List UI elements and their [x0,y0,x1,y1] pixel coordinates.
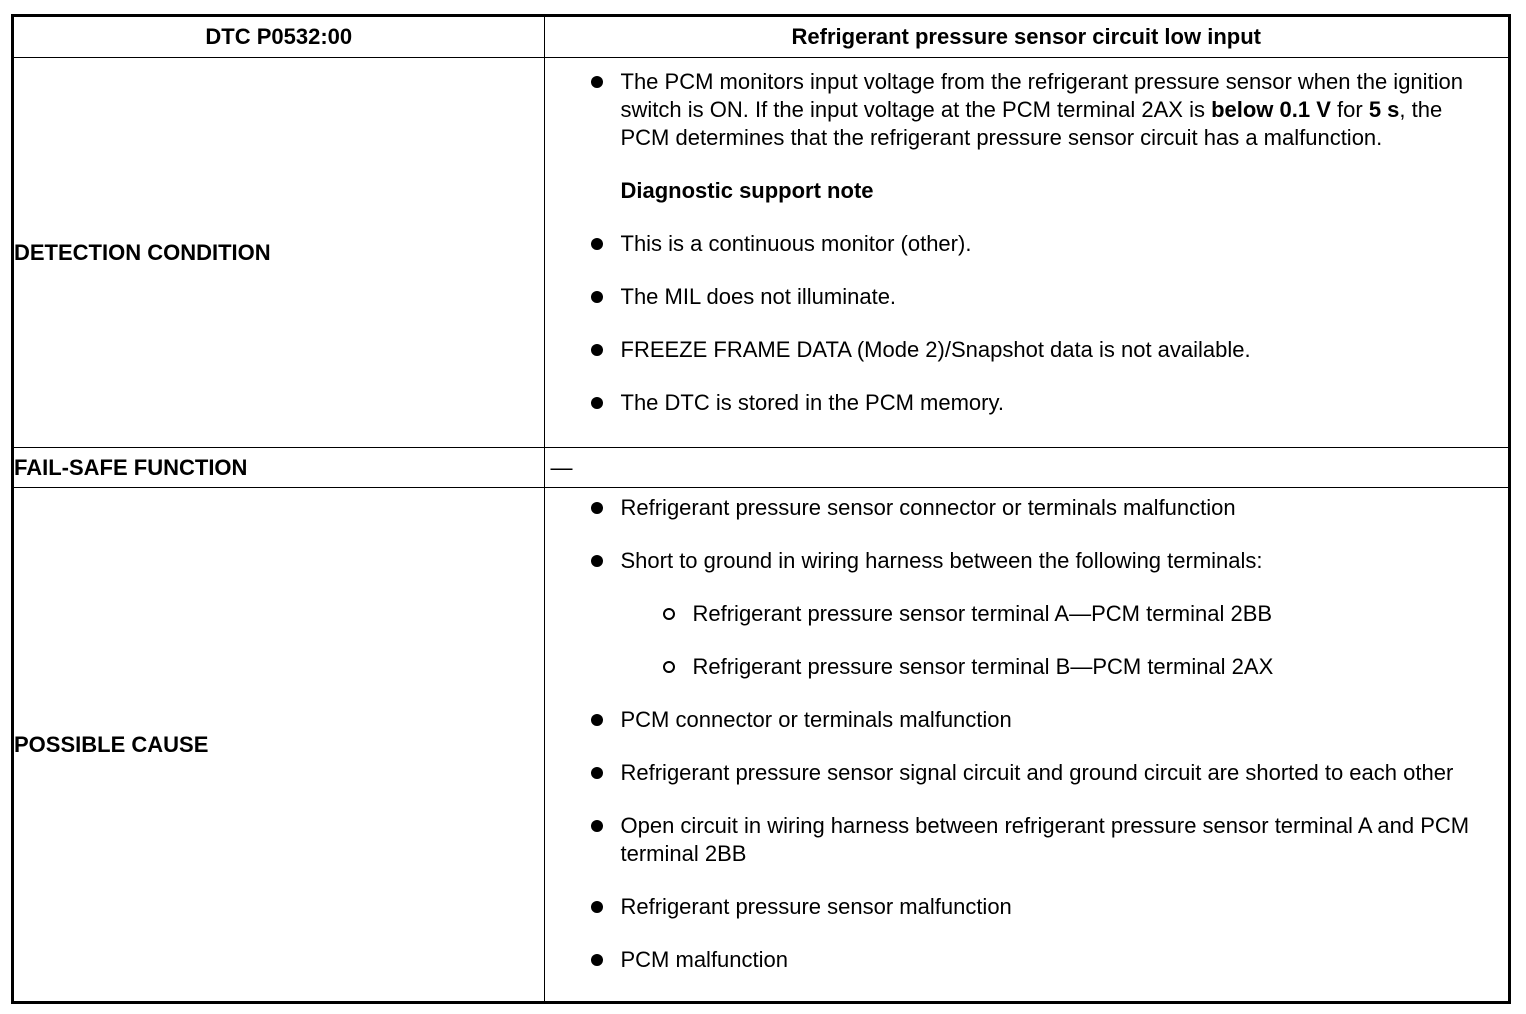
list-item: Short to ground in wiring harness between the following terminals: [545,547,1509,575]
list-item: Refrigerant pressure sensor connector or terminals malfunction [545,494,1509,522]
circle-bullet-icon [663,608,675,620]
list-item: Refrigerant pressure sensor malfunction [545,893,1509,921]
bullet-icon [591,820,603,832]
bullet-icon [591,901,603,913]
list-item: The DTC is stored in the PCM memory. [545,389,1509,417]
dtc-title-header: Refrigerant pressure sensor circuit low input [544,17,1508,58]
dtc-document [11,14,1511,1004]
bullet-icon [591,397,603,409]
bullet-icon [591,767,603,779]
list-item: The PCM monitors input voltage from the refrigerant pressure sensor when the ignition switch is ON. If the input voltage at the PCM terminal 2AX is below 0.1 V for 5 s, the PCM determines that the refrigerant pressure sensor circuit has a malfunction. [545,68,1509,152]
sub-list-item: Refrigerant pressure sensor terminal A—PCM terminal 2BB [545,600,1509,628]
cause-label: POSSIBLE CAUSE [14,488,544,1002]
dtc-table [14,17,1508,1001]
bullet-icon [591,291,603,303]
bullet-icon [591,238,603,250]
voltage-threshold: below 0.1 V [1211,97,1331,122]
diagnostic-note-heading: Diagnostic support note [620,178,874,203]
list-item: This is a continuous monitor (other). [545,230,1509,258]
list-item: PCM malfunction [545,946,1509,974]
circle-bullet-icon [663,661,675,673]
detection-row [14,58,1508,448]
cause-content [544,488,1508,1002]
detection-label: DETECTION CONDITION [14,58,544,448]
bullet-icon [591,344,603,356]
detection-content [544,58,1508,448]
list-item: PCM connector or terminals malfunction [545,706,1509,734]
dtc-code-header: DTC P0532:00 [14,17,544,58]
cause-row [14,488,1508,1002]
bullet-icon [591,555,603,567]
list-item: Open circuit in wiring harness between refrigerant pressure sensor terminal A and PCM terminal 2BB [545,812,1509,868]
bullet-icon [591,954,603,966]
header-row [14,17,1508,58]
list-item: FREEZE FRAME DATA (Mode 2)/Snapshot data is not available. [545,336,1509,364]
bullet-icon [591,502,603,514]
bullet-icon [591,714,603,726]
failsafe-label: FAIL-SAFE FUNCTION [14,448,544,488]
failsafe-value: — [550,454,573,480]
list-item: Refrigerant pressure sensor signal circuit and ground circuit are shorted to each other [545,759,1509,787]
bullet-icon [591,76,603,88]
list-item: The MIL does not illuminate. [545,283,1509,311]
sub-list-item: Refrigerant pressure sensor terminal B—PCM terminal 2AX [545,653,1509,681]
time-threshold: 5 s [1368,97,1400,122]
failsafe-content [544,448,1508,488]
failsafe-row [14,448,1508,488]
